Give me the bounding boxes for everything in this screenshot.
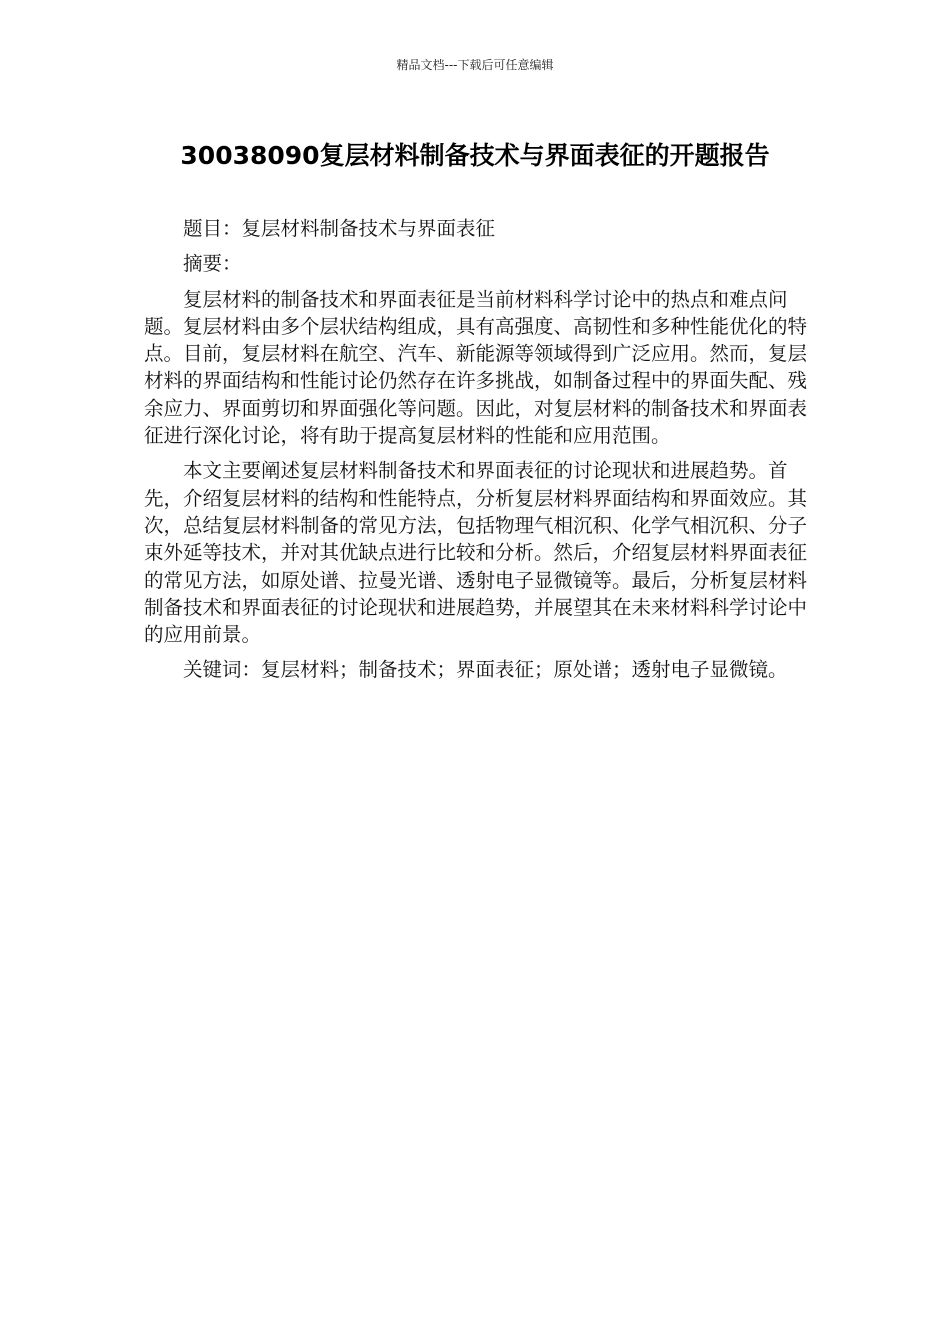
document-body [144,215,810,684]
document-title: 30038090复层材料制备技术与界面表征的开题报告 [180,141,770,170]
abstract-label: 摘要： [183,252,242,276]
header-note: 精品文档---下载后可任意编辑 [396,58,554,72]
abstract-paragraph-1: 复层材料的制备技术和界面表征是当前材料科学讨论中的热点和难点问题。复层材料由多个层状结构组成，具有高强度、高韧性和多种性能优化的特点。目前，复层材料在航空、汽车、新能源等领域得到广泛应用。然而，复层材料的界面结构和性能讨论仍然存在许多挑战，如制备过程中的界面失配、残余应力、界面剪切和界面强化等问题。因此，对复层材料的制备技术和界面表征进行深化讨论，将有助于提高复层材料的性能和应用范围。 [144,287,808,448]
abstract-paragraph-2: 本文主要阐述复层材料制备技术和界面表征的讨论现状和进展趋势。首先，介绍复层材料的结构和性能特点，分析复层材料界面结构和界面效应。其次，总结复层材料制备的常见方法，包括物理气相沉积、化学气相沉积、分子束外延等技术，并对其优缺点进行比较和分析。然后，介绍复层材料界面表征的常见方法，如原处谱、拉曼光谱、透射电子显微镜等。最后，分析复层材料制备技术和界面表征的讨论现状和进展趋势，并展望其在未来材料科学讨论中的应用前景。 [144,459,808,647]
topic-line: 题目：复层材料制备技术与界面表征 [183,217,496,240]
keywords-line: 关键词：复层材料；制备技术；界面表征；原处谱；透射电子显微镜。 [183,658,788,682]
